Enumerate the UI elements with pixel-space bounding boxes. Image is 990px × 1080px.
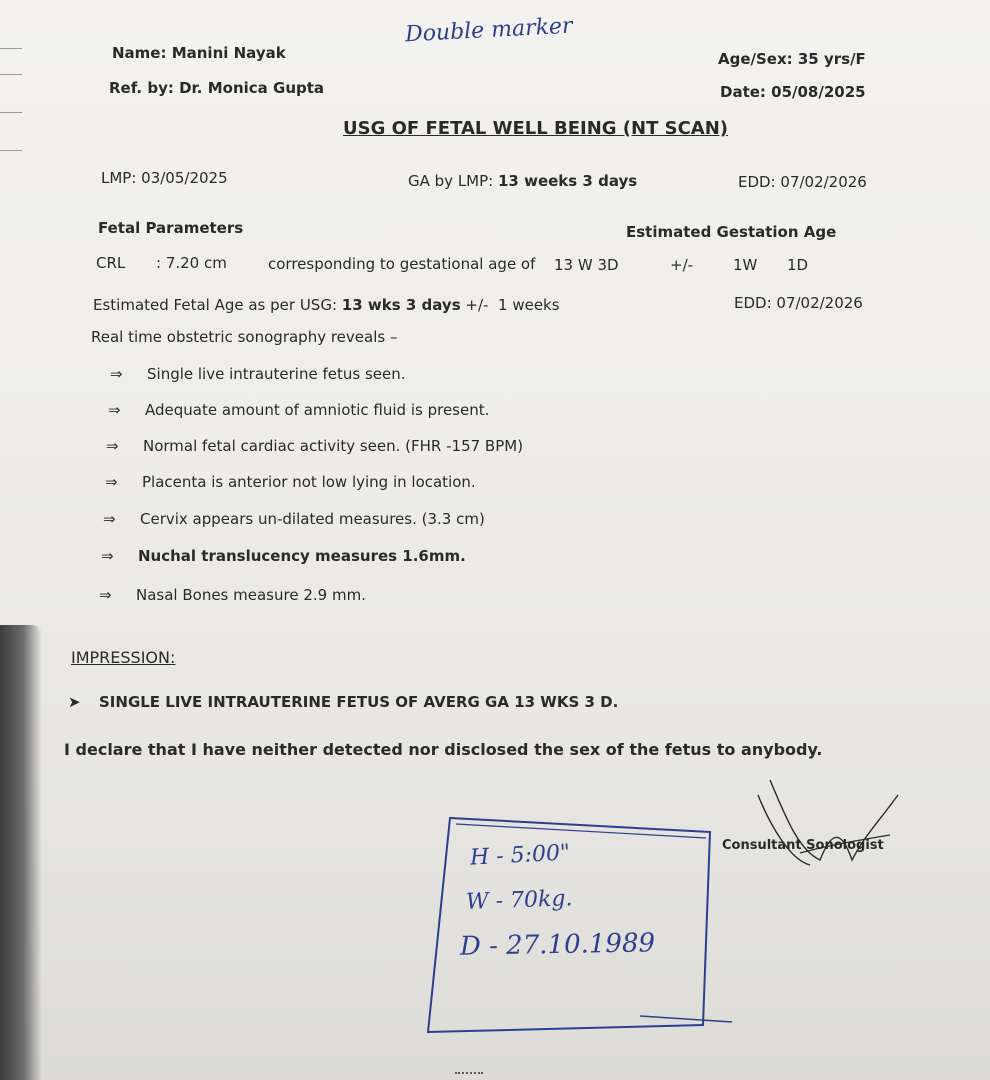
estimated-age-weeks: 1 weeks — [498, 296, 560, 314]
handwritten-height: H - 5:00" — [469, 840, 571, 871]
edd-top: EDD: 07/02/2026 — [738, 173, 867, 191]
finding-item: Cervix appears un-dilated measures. (3.3 cm) — [140, 510, 485, 528]
patient-name: Name: Manini Nayak — [112, 44, 286, 62]
page-edge-shadow — [0, 625, 42, 1080]
finding-item: Single live intrauterine fetus seen. — [147, 365, 406, 383]
lmp: LMP: 03/05/2025 — [101, 169, 228, 187]
age-sex: Age/Sex: 35 yrs/F — [718, 50, 866, 68]
edge-mark — [0, 112, 22, 113]
crl-ga: 13 W 3D — [554, 256, 619, 274]
estimated-fetal-age — [93, 296, 560, 314]
handwritten-box — [420, 810, 740, 1045]
signature-icon — [740, 765, 910, 875]
finding-item: Adequate amount of amniotic fluid is present. — [145, 401, 490, 419]
crl-weeks: 1W — [733, 256, 758, 274]
estimated-gestation-heading: Estimated Gestation Age — [626, 223, 837, 241]
arrow-icon: ⇒ — [106, 437, 119, 455]
ga-by-lmp — [408, 172, 637, 190]
fetal-parameters-heading: Fetal Parameters — [98, 219, 244, 237]
finding-item: Nuchal translucency measures 1.6mm. — [138, 547, 466, 565]
edge-mark — [0, 48, 22, 49]
arrow-icon: ⇒ — [101, 547, 114, 565]
referred-by: Ref. by: Dr. Monica Gupta — [109, 79, 325, 97]
finding-item: Placenta is anterior not low lying in location. — [142, 473, 476, 491]
finding-item: Normal fetal cardiac activity seen. (FHR -157 BPM) — [143, 437, 524, 455]
arrow-icon: ⇒ — [110, 365, 123, 383]
arrow-icon: ⇒ — [103, 510, 116, 528]
crl-label: CRL — [96, 254, 126, 272]
crl-plus-minus: +/- — [670, 256, 694, 274]
report-title: USG OF FETAL WELL BEING (NT SCAN) — [343, 118, 729, 139]
estimated-age-value: 13 wks 3 days — [341, 296, 461, 314]
crl-days: 1D — [787, 256, 809, 274]
handwritten-dob: D - 27.10.1989 — [459, 928, 656, 962]
impression-heading: IMPRESSION: — [71, 648, 176, 667]
edge-mark — [0, 74, 22, 75]
crl-value: : 7.20 cm — [156, 254, 227, 272]
arrow-icon: ⇒ — [105, 473, 118, 491]
estimated-age-label: Estimated Fetal Age as per USG: — [93, 296, 338, 314]
handwritten-weight: W - 70kg. — [465, 886, 573, 915]
arrow-icon: ⇒ — [108, 401, 121, 419]
ga-label: GA by LMP: — [408, 172, 494, 190]
arrow-icon: ⇒ — [99, 586, 112, 604]
crl-description: corresponding to gestational age of — [268, 255, 536, 273]
impression-text: SINGLE LIVE INTRAUTERINE FETUS OF AVERG GA 13 WKS 3 D. — [99, 693, 619, 711]
edd-usg: EDD: 07/02/2026 — [734, 294, 863, 312]
estimated-age-pm: +/- — [465, 296, 489, 314]
declaration: I declare that I have neither detected nor disclosed the sex of the fetus to anybody. — [64, 740, 823, 759]
consultant-sonologist: Consultant Sonologist — [722, 838, 884, 853]
report-date: Date: 05/08/2025 — [720, 83, 866, 101]
ga-value: 13 weeks 3 days — [498, 172, 638, 190]
edge-mark — [0, 150, 22, 151]
page-marks — [455, 1072, 483, 1078]
impression-bullet-icon: ➤ — [68, 693, 81, 711]
handwritten-note: Double marker — [404, 13, 574, 48]
reveals-heading: Real time obstetric sonography reveals – — [91, 328, 398, 346]
finding-item: Nasal Bones measure 2.9 mm. — [136, 586, 366, 604]
